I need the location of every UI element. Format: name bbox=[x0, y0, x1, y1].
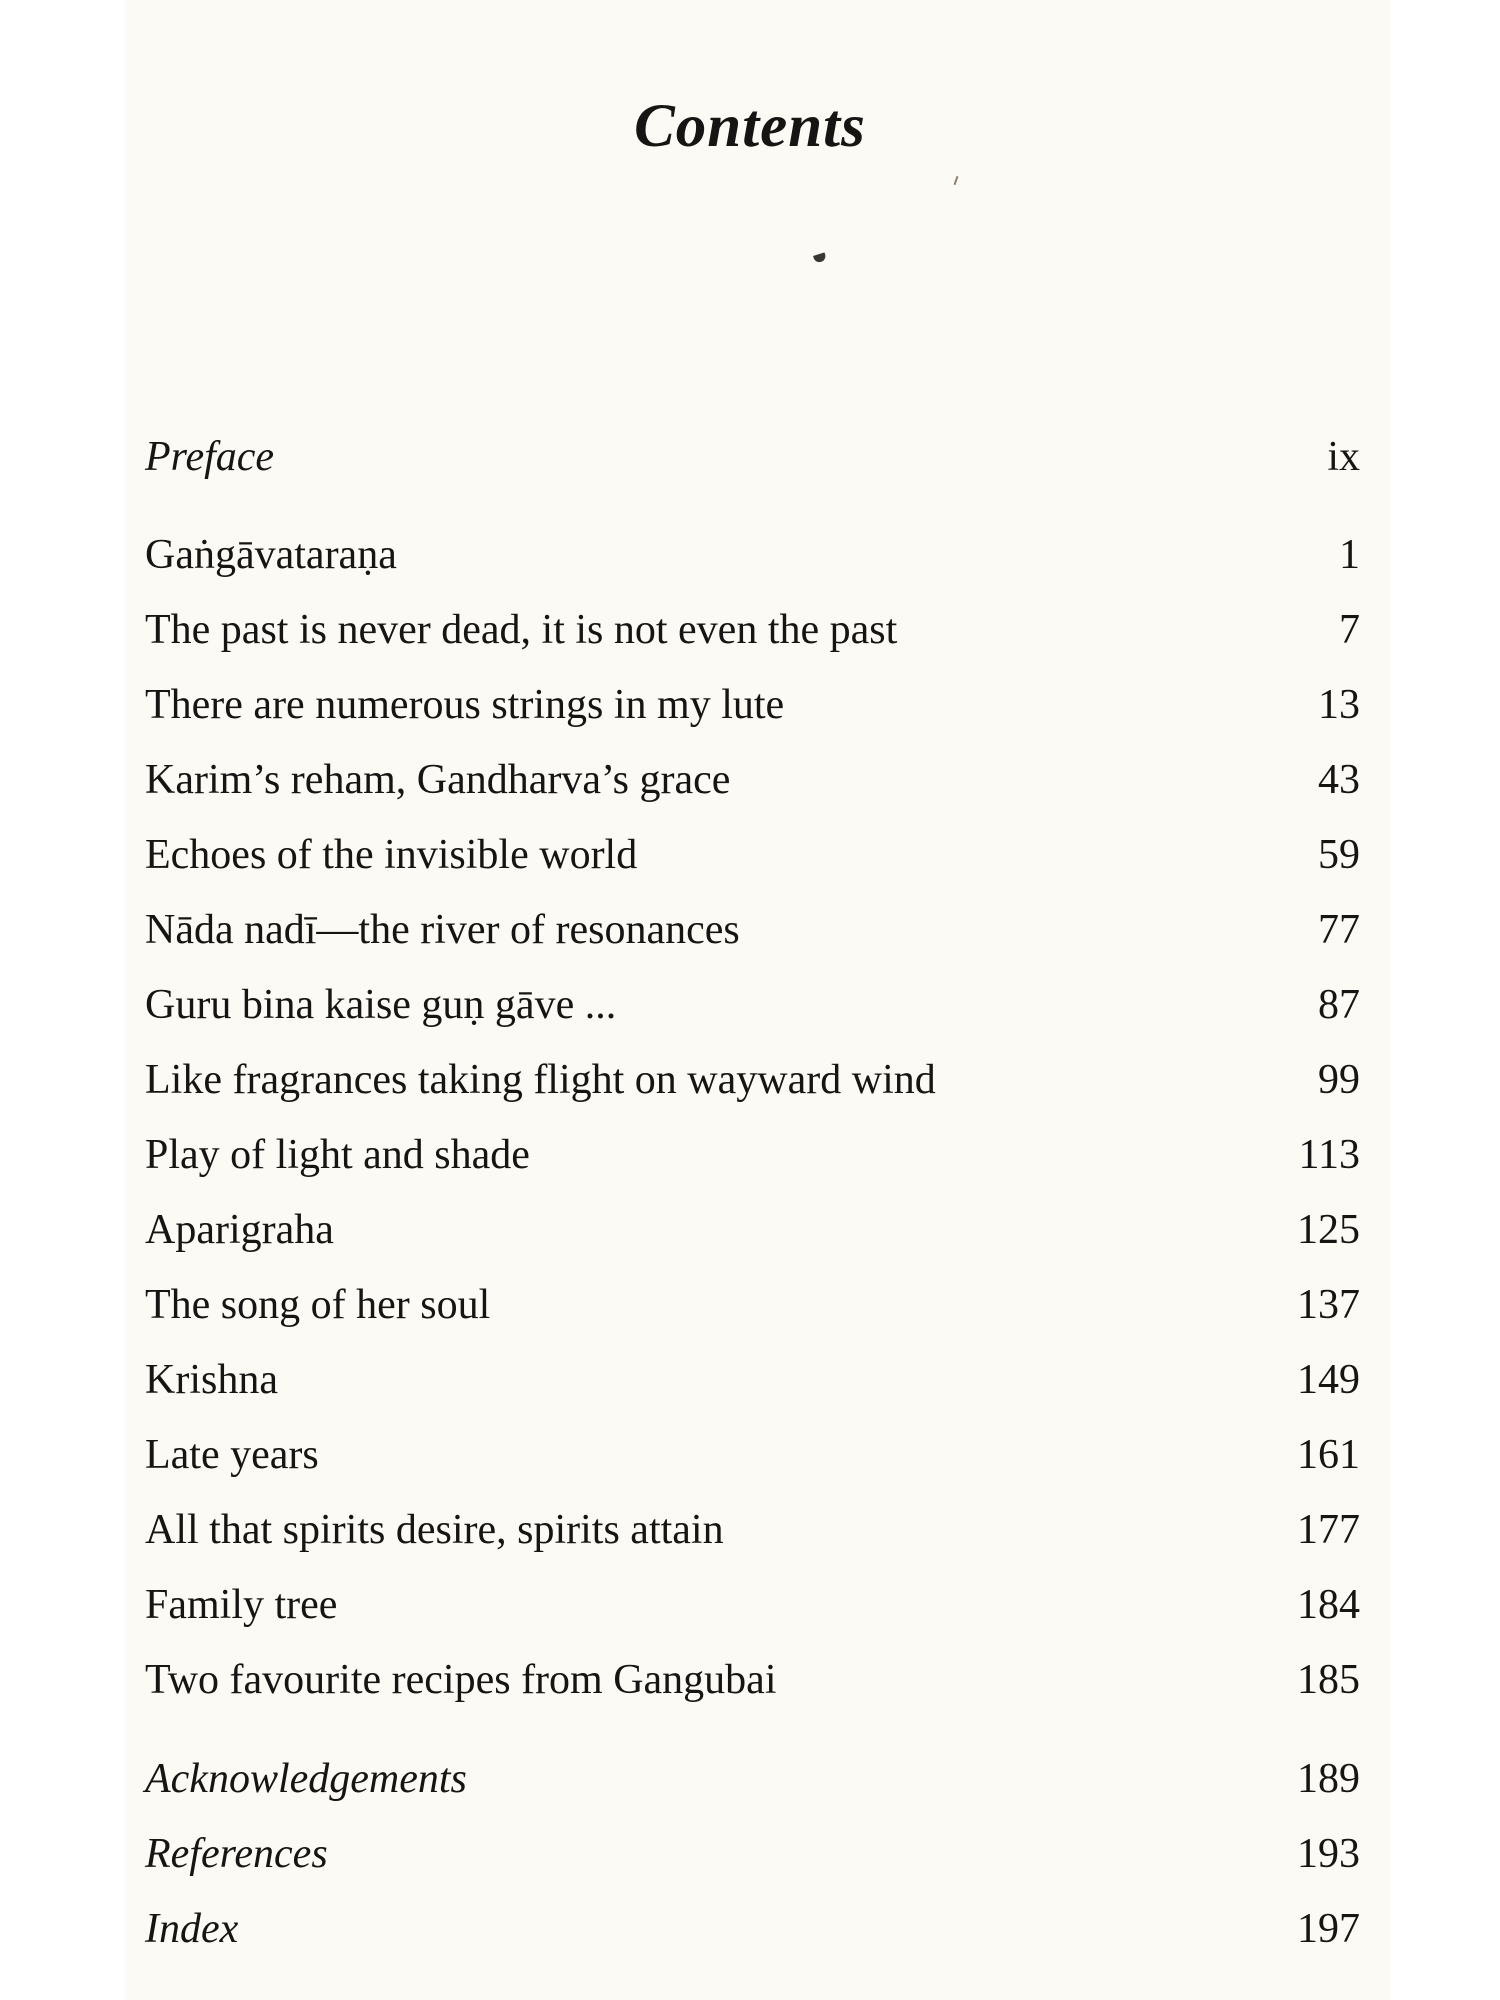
entry-title: Play of light and shade bbox=[145, 1132, 530, 1178]
entry-page-number: 125 bbox=[1297, 1207, 1360, 1253]
paper-speck bbox=[954, 176, 959, 185]
entry-title: Family tree bbox=[145, 1582, 338, 1628]
toc-entry-references[interactable] bbox=[145, 1825, 1360, 1883]
entry-title: All that spirits desire, spirits attain bbox=[145, 1507, 724, 1553]
entry-title: Gaṅgāvataraṇa bbox=[145, 532, 397, 578]
toc-entry[interactable] bbox=[145, 751, 1360, 809]
entry-title: Two favourite recipes from Gangubai bbox=[145, 1657, 777, 1703]
entry-title: Like fragrances taking flight on wayward wind bbox=[145, 1057, 936, 1103]
toc-entry[interactable] bbox=[145, 1276, 1360, 1334]
toc-entry-index[interactable] bbox=[145, 1900, 1360, 1958]
entry-page-number: 161 bbox=[1297, 1432, 1360, 1478]
left-margin bbox=[0, 0, 125, 2000]
entry-title: Krishna bbox=[145, 1357, 278, 1403]
entry-title: Karim’s reham, Gandharva’s grace bbox=[145, 757, 731, 803]
toc-entry-acknowledgements[interactable] bbox=[145, 1750, 1360, 1808]
entry-page-number: 7 bbox=[1339, 607, 1360, 653]
entry-page-number: 197 bbox=[1297, 1906, 1360, 1952]
ornament-mark bbox=[813, 252, 827, 263]
toc-entry[interactable] bbox=[145, 901, 1360, 959]
entry-page-number: 1 bbox=[1339, 532, 1360, 578]
entry-page-number: 193 bbox=[1297, 1831, 1360, 1877]
toc-entry[interactable] bbox=[145, 676, 1360, 734]
toc-entry[interactable] bbox=[145, 601, 1360, 659]
entry-title: There are numerous strings in my lute bbox=[145, 682, 785, 728]
toc-entry[interactable] bbox=[145, 1201, 1360, 1259]
entry-title: The song of her soul bbox=[145, 1282, 491, 1328]
toc-entry[interactable] bbox=[145, 1651, 1360, 1709]
toc-entry[interactable] bbox=[145, 1426, 1360, 1484]
entry-page-number: 13 bbox=[1318, 682, 1360, 728]
page-title: Contents bbox=[634, 93, 866, 160]
entry-title: The past is never dead, it is not even the past bbox=[145, 607, 898, 653]
entry-title: Aparigraha bbox=[145, 1207, 334, 1253]
entry-page-number: 185 bbox=[1297, 1657, 1360, 1703]
entry-page-number: 113 bbox=[1298, 1132, 1360, 1178]
toc-entry[interactable] bbox=[145, 1126, 1360, 1184]
entry-title: References bbox=[145, 1831, 328, 1877]
toc-entry[interactable] bbox=[145, 1576, 1360, 1634]
toc-entry[interactable] bbox=[145, 1051, 1360, 1109]
entry-page-number: 189 bbox=[1297, 1756, 1360, 1802]
entry-page-number: 87 bbox=[1318, 982, 1360, 1028]
toc-entry[interactable] bbox=[145, 976, 1360, 1034]
entry-page-number: ix bbox=[1327, 434, 1360, 480]
entry-page-number: 149 bbox=[1297, 1357, 1360, 1403]
entry-page-number: 177 bbox=[1297, 1507, 1360, 1553]
entry-page-number: 137 bbox=[1297, 1282, 1360, 1328]
toc-entry[interactable] bbox=[145, 1351, 1360, 1409]
toc-entry[interactable] bbox=[145, 1501, 1360, 1559]
entry-title: Acknowledgements bbox=[145, 1756, 467, 1802]
toc-entry-preface[interactable] bbox=[145, 428, 1360, 486]
entry-title: Echoes of the invisible world bbox=[145, 832, 638, 878]
entry-title: Nāda nadī—the river of resonances bbox=[145, 907, 740, 953]
toc-entry[interactable] bbox=[145, 526, 1360, 584]
right-margin bbox=[1390, 0, 1500, 2000]
toc-entry[interactable] bbox=[145, 826, 1360, 884]
entry-title: Guru bina kaise guṇ gāve ... bbox=[145, 982, 617, 1028]
entry-page-number: 99 bbox=[1318, 1057, 1360, 1103]
entry-title: Index bbox=[145, 1906, 239, 1952]
entry-page-number: 43 bbox=[1318, 757, 1360, 803]
entry-title: Late years bbox=[145, 1432, 319, 1478]
entry-page-number: 184 bbox=[1297, 1582, 1360, 1628]
entry-page-number: 59 bbox=[1318, 832, 1360, 878]
entry-page-number: 77 bbox=[1318, 907, 1360, 953]
entry-title: Preface bbox=[145, 434, 275, 480]
